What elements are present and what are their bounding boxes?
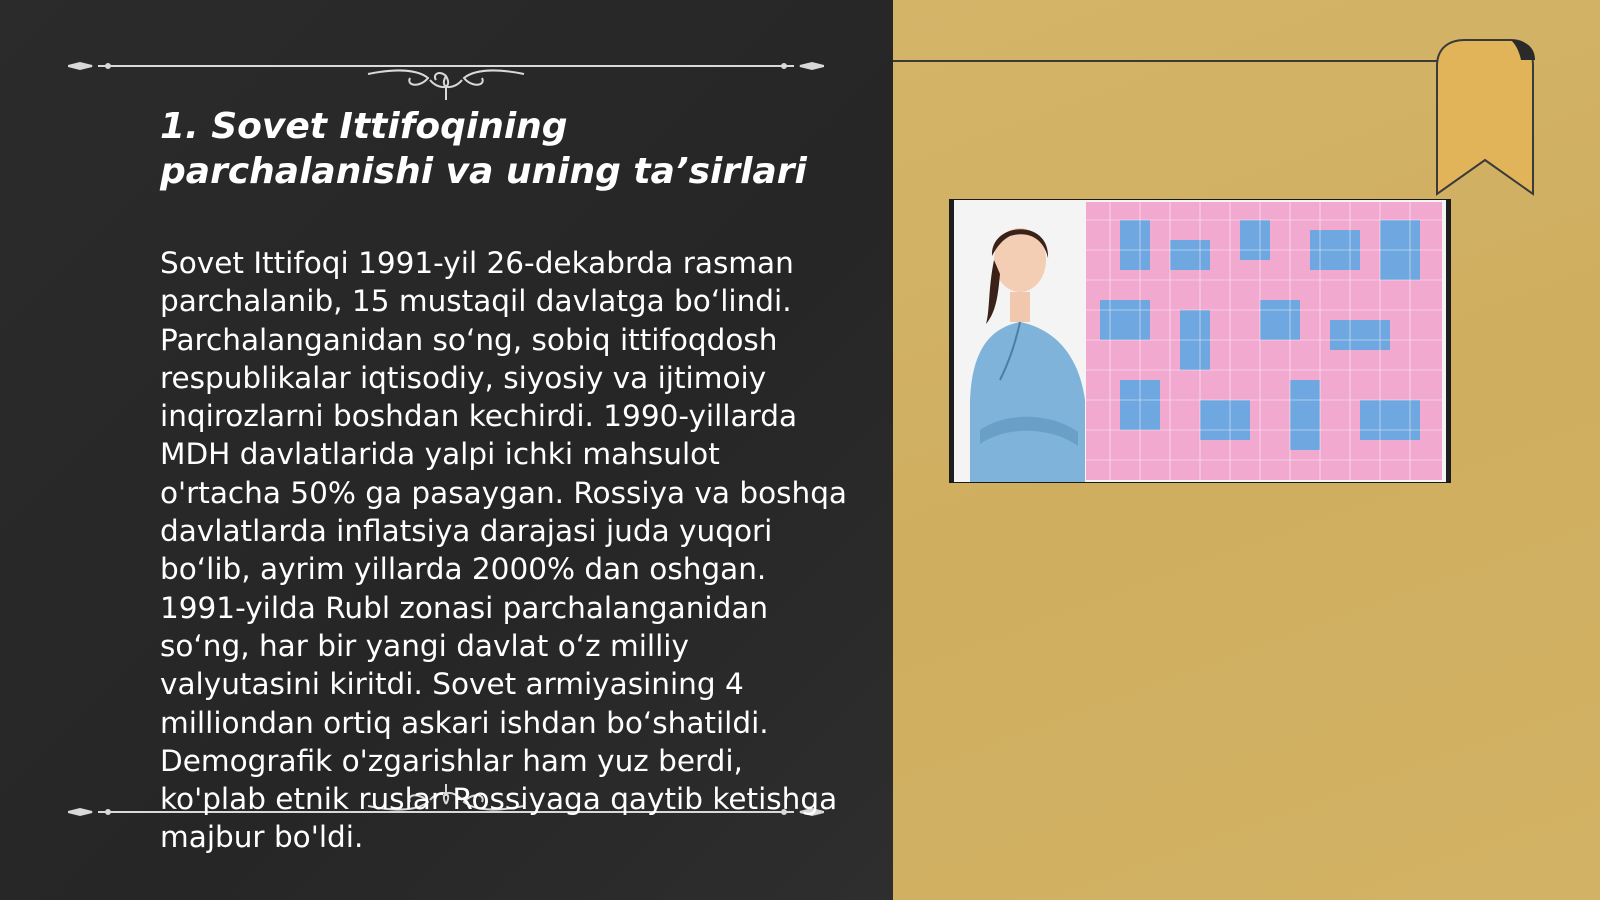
divider-line [893, 60, 1453, 62]
bookmark-icon [1435, 36, 1535, 198]
gender-chart-image [1086, 202, 1442, 480]
slide-body-text: Sovet Ittifoqi 1991-yil 26-dekabrda rasman parchalanib, 15 mustaqil davlatga bo‘lindi. Parchalanganidan so‘ng, sobiq ittifoqdosh respublikalar iqtisodiy, siyosiy va ijtimoiy inqirozlarni boshdan kechirdi. 1990-yillarda MDH davlatlarida yalpi ichki mahsulot o'rtacha 50% ga pasaygan. Rossiya va boshqa davlatlarda inflatsiya darajasi juda yuqori bo‘lib, ayrim yillarda 2000% dan oshgan. 1991-yilda Rubl zonasi parchalanganidan so‘ng, har bir yangi davlat o‘z milliy valyutasini kiritdi. Sovet armiyasining 4 milliondan ortiq askari ishdan bo‘shatildi. Demografik o'zgarishlar ham yuz berdi, ko'plab etnik ruslar Rossiyaga qaytib ketishga majbur bo'ldi. [160, 246, 848, 855]
ornament-top-divider [68, 56, 824, 102]
slide-photo [950, 200, 1450, 482]
slide-title: 1. Sovet Ittifoqining parchalanishi va uning ta’sirlari [160, 106, 807, 192]
